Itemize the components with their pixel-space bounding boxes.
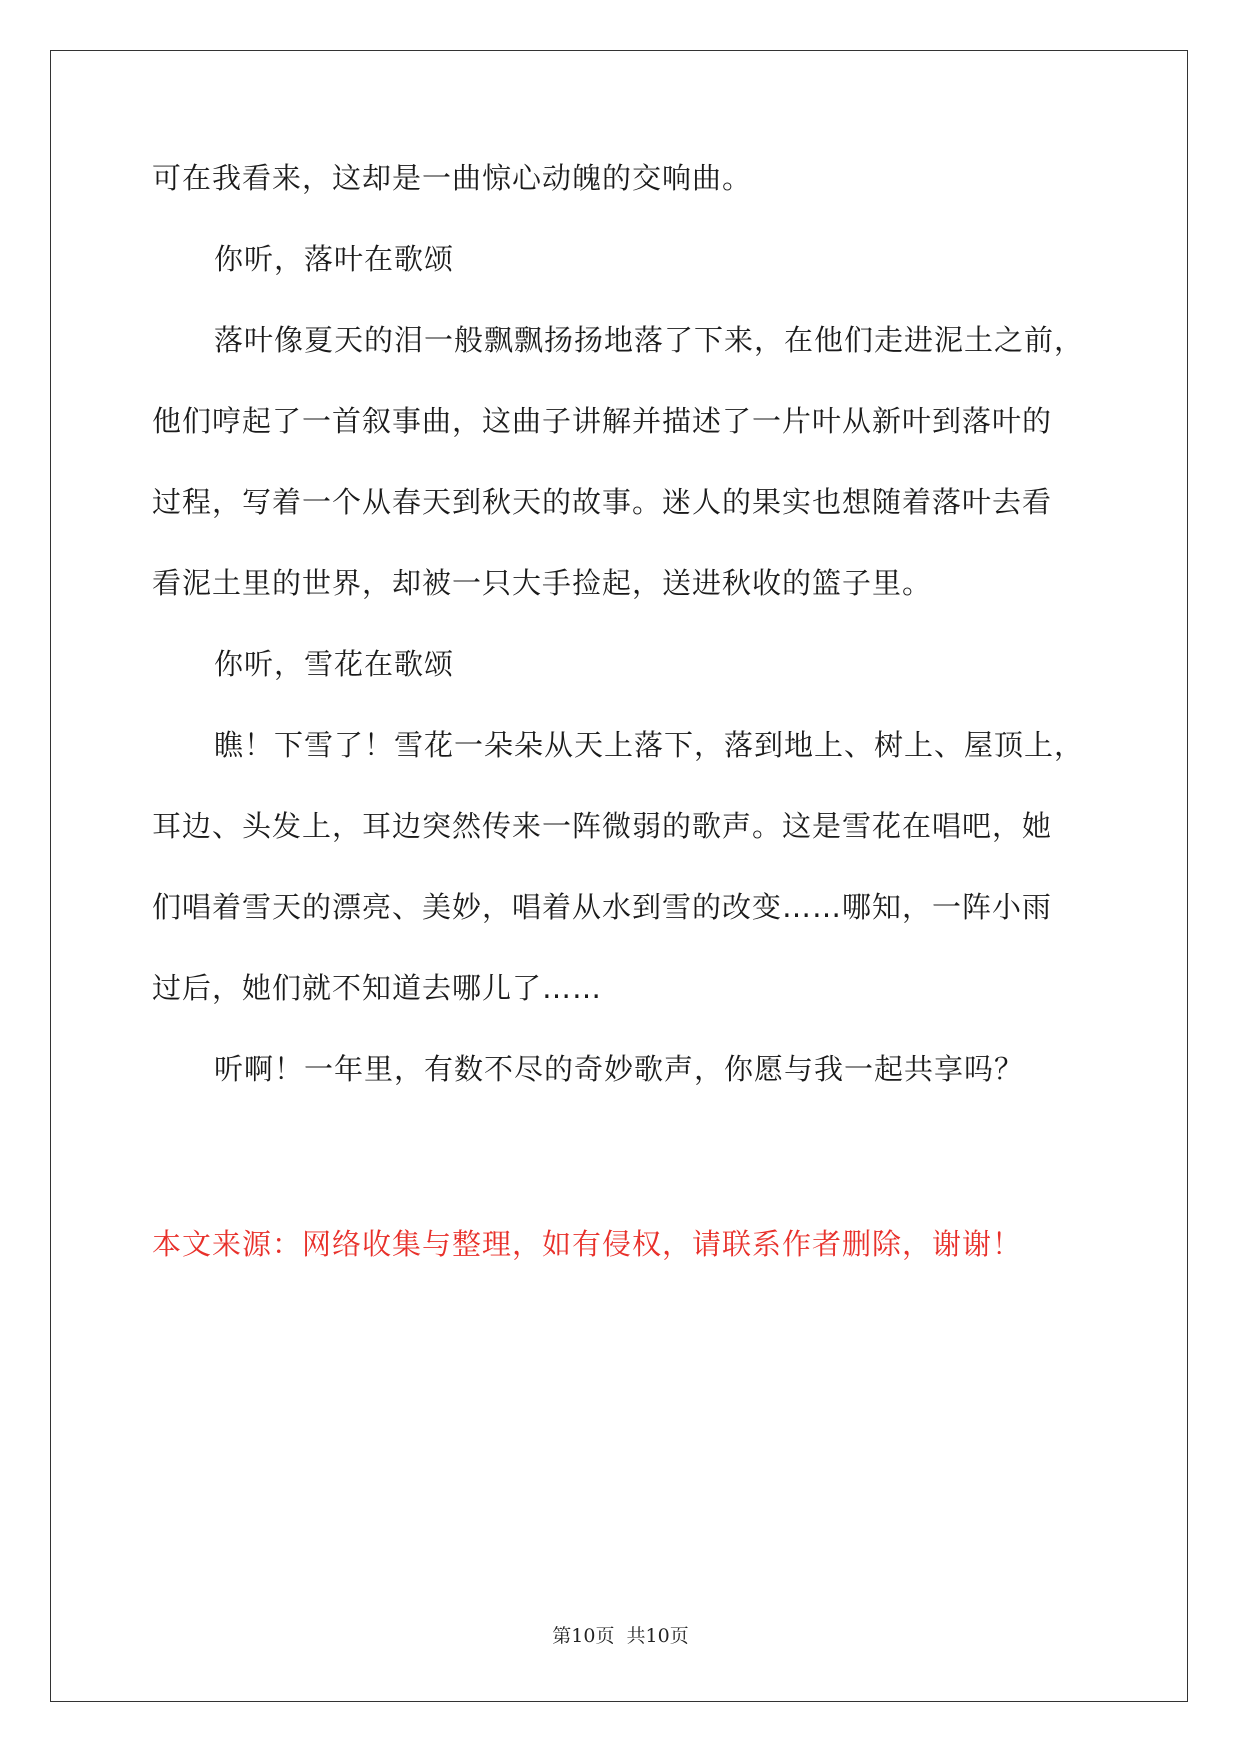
closing-paragraph: 听啊！一年里，有数不尽的奇妙歌声，你愿与我一起共享吗？ [214, 1052, 1025, 1086]
paragraph-line: 看泥土里的世界，却被一只大手捡起，送进秋收的篮子里。 [152, 566, 933, 600]
source-disclaimer: 本文来源：网络收集与整理，如有侵权，请联系作者删除，谢谢！ [152, 1227, 1023, 1261]
document-body [152, 158, 1092, 1130]
section-heading-snow: 你听，雪花在歌颂 [214, 647, 455, 681]
section-heading-leaves: 你听，落叶在歌颂 [214, 242, 455, 276]
paragraph-line: 落叶像夏天的泪一般飘飘扬扬地落了下来，在他们走进泥土之前， [214, 323, 1085, 357]
paragraph-line: 他们哼起了一首叙事曲，这曲子讲解并描述了一片叶从新叶到落叶的 [152, 404, 1053, 438]
paragraph-line: 耳边、头发上，耳边突然传来一阵微弱的歌声。这是雪花在唱吧，她 [152, 809, 1053, 843]
paragraph-line: 瞧！下雪了！雪花一朵朵从天上落下，落到地上、树上、屋顶上， [214, 728, 1085, 762]
page-number-footer: 第10页 共10页 [552, 1625, 689, 1647]
paragraph-line: 过程，写着一个从春天到秋天的故事。迷人的果实也想随着落叶去看 [152, 485, 1053, 519]
paragraph-line: 们唱着雪天的漂亮、美妙，唱着从水到雪的改变……哪知，一阵小雨 [152, 890, 1053, 924]
paragraph-line: 可在我看来，这却是一曲惊心动魄的交响曲。 [152, 161, 753, 195]
paragraph-line: 过后，她们就不知道去哪儿了…… [152, 971, 603, 1005]
